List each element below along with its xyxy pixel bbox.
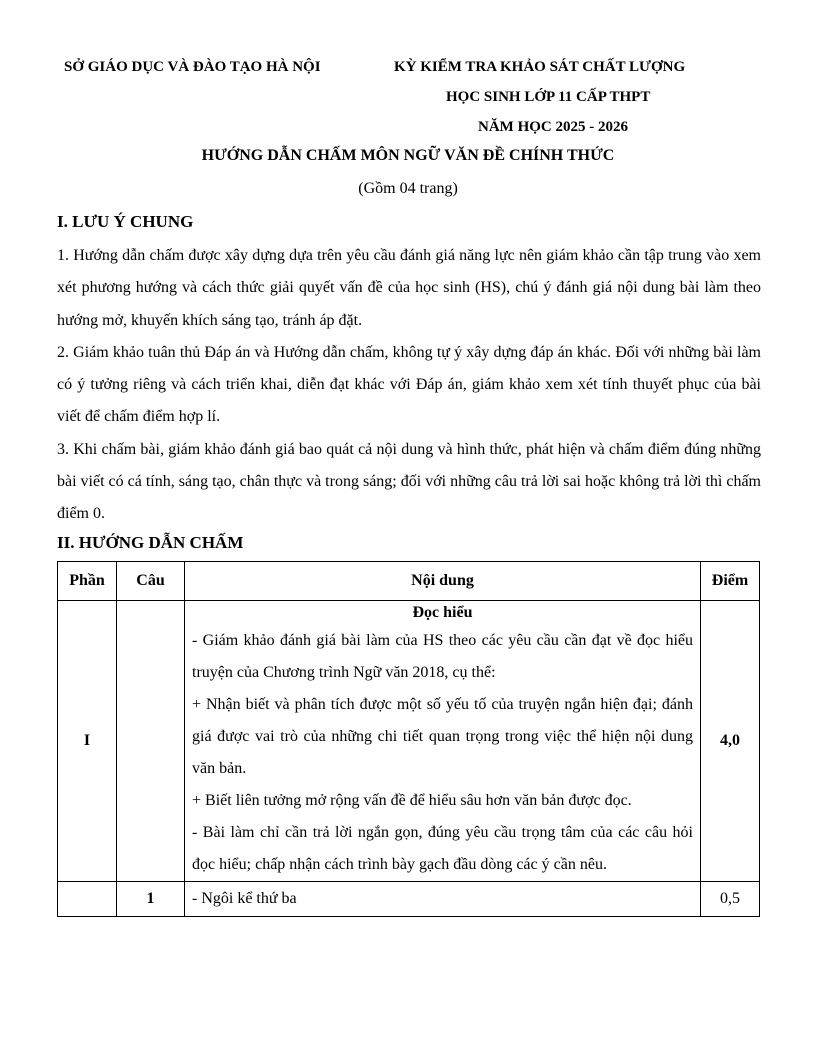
exam-line-2: HỌC SINH LỚP 11 CẤP THPT [446, 89, 651, 105]
table-header-row [58, 562, 760, 601]
general-notes [57, 240, 761, 531]
exam-line-1: KỲ KIỂM TRA KHẢO SÁT CHẤT LƯỢNG [394, 59, 686, 75]
content-line-1: - Giám khảo đánh giá bài làm của HS theo các yêu cầu cần đạt về đọc hiểu truyện của Chương trình Ngữ văn 2018, cụ thể: [192, 632, 693, 681]
content-line-2: + Nhận biết và phân tích được một số yếu tố của truyện ngắn hiện đại; đánh giá được vai trò của những chi tiết quan trọng trong việc thể hiện nội dung văn bản. [192, 696, 693, 777]
page-count-note: (Gồm 04 trang) [358, 180, 458, 197]
note-item-2: 2. Giám khảo tuân thủ Đáp án và Hướng dẫn chấm, không tự ý xây dựng đáp án khác. Đối với những bài làm có ý tưởng riêng và cách triển khai, diễn đạt khác với Đáp án, giám khảo xem xét tính thuyết phục của bài viết để chấm điểm hợp lí. [57, 343, 761, 426]
content-title: Đọc hiểu [412, 604, 473, 621]
content-line-4: - Bài làm chỉ cần trả lời ngắn gọn, đúng yêu cầu trọng tâm của các câu hỏi đọc hiểu; chấp nhận cách trình bày gạch đầu dòng các ý cần nêu. [192, 824, 693, 873]
row-part [58, 882, 117, 917]
header-content: Nội dung [185, 562, 701, 601]
row-question [117, 601, 185, 882]
table-row [58, 882, 760, 917]
exam-heading [394, 59, 734, 142]
note-item-1: 1. Hướng dẫn chấm được xây dựng dựa trên yêu cầu đánh giá năng lực nên giám khảo cần tập trung vào xem xét phương hướng và cách thức giải quyết vấn đề của học sinh (HS), chú ý đánh giá nội dung bài làm theo hướng mở, khuyến khích sáng tạo, tránh áp đặt. [57, 247, 761, 329]
row-score: 0,5 [701, 882, 760, 917]
row-part: I [58, 601, 117, 882]
row-content [185, 601, 701, 882]
section-1-heading: I. LƯU Ý CHUNG [57, 212, 194, 231]
department-name: SỞ GIÁO DỤC VÀ ĐÀO TẠO HÀ NỘI [64, 59, 321, 75]
exam-line-3: NĂM HỌC 2025 - 2026 [478, 119, 628, 135]
content-line-3: + Biết liên tưởng mở rộng vấn đề để hiểu sâu hơn văn bản được đọc. [192, 792, 632, 809]
header-question: Câu [117, 562, 185, 601]
header-score: Điểm [701, 562, 760, 601]
note-item-3: 3. Khi chấm bài, giám khảo đánh giá bao quát cả nội dung và hình thức, phát hiện và chấm điểm đúng những bài viết có cá tính, sáng tạo, chân thực và trong sáng; đối với những câu trả lời sai hoặc không trả lời thì chấm điểm 0. [57, 440, 761, 523]
row-content: - Ngôi kể thứ ba [185, 882, 701, 917]
grading-table [57, 561, 760, 917]
section-2-heading: II. HƯỚNG DẪN CHẤM [57, 533, 244, 552]
row-question: 1 [117, 882, 185, 917]
document-title: HƯỚNG DẪN CHẤM MÔN NGỮ VĂN ĐỀ CHÍNH THỨC [201, 147, 615, 164]
header-part: Phần [58, 562, 117, 601]
table-row [58, 601, 760, 882]
row-score: 4,0 [701, 601, 760, 882]
